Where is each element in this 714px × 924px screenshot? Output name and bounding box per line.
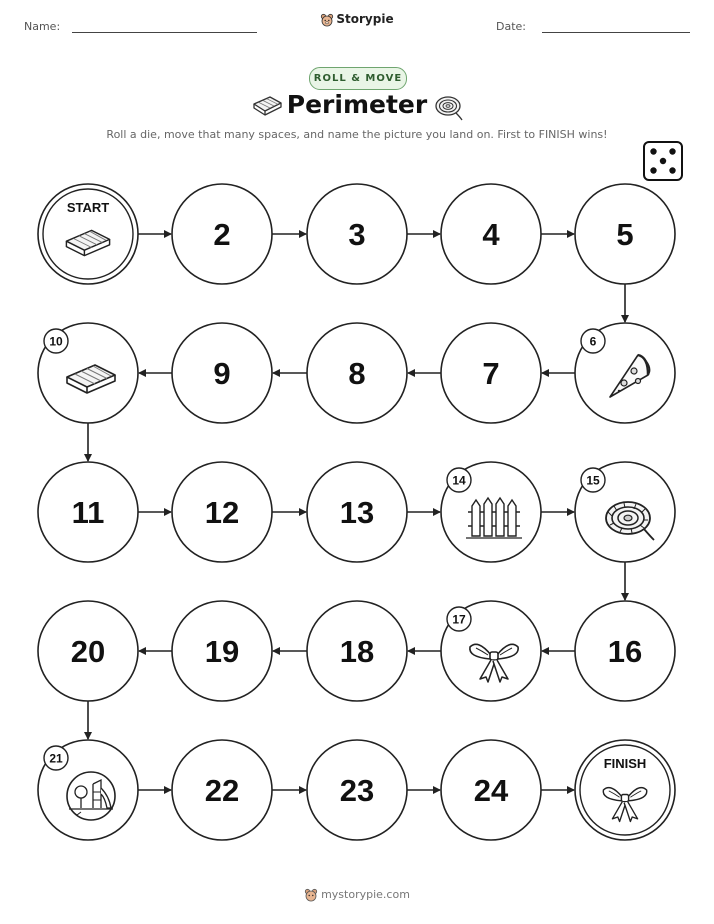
date-label: Date: xyxy=(496,20,526,33)
board-space-11 xyxy=(38,462,138,562)
space-number: 14 xyxy=(452,473,466,488)
board-space-10 xyxy=(38,323,138,423)
board-space-4 xyxy=(441,184,541,284)
space-number: 8 xyxy=(348,356,366,391)
footer xyxy=(0,888,714,902)
board-space-12 xyxy=(172,462,272,562)
instructions: Roll a die, move that many spaces, and name the picture you land on. First to FINISH wins! xyxy=(106,128,608,141)
board-space-2 xyxy=(172,184,272,284)
board-space-16 xyxy=(575,601,675,701)
brand-name: Storypie xyxy=(336,12,394,26)
board-space-6 xyxy=(575,323,675,423)
space-number: 20 xyxy=(70,634,106,669)
board-space-21 xyxy=(38,740,138,840)
space-label: FINISH xyxy=(603,756,647,771)
space-number: 10 xyxy=(49,334,63,349)
board-space-3 xyxy=(307,184,407,284)
space-number: 9 xyxy=(213,356,231,391)
space-number: 16 xyxy=(607,634,643,669)
board-space-24 xyxy=(441,740,541,840)
space-number: 12 xyxy=(204,495,240,530)
space-number: 21 xyxy=(49,751,63,766)
space-number: 2 xyxy=(213,217,231,252)
board-space-20 xyxy=(38,601,138,701)
board-space-14 xyxy=(441,462,541,562)
space-number: 5 xyxy=(616,217,634,252)
board-space-15 xyxy=(575,462,675,562)
board-space-23 xyxy=(307,740,407,840)
space-number: 18 xyxy=(339,634,375,669)
board-space-22 xyxy=(172,740,272,840)
bear-mascot-icon xyxy=(304,888,318,902)
board-space-18 xyxy=(307,601,407,701)
board-space-13 xyxy=(307,462,407,562)
space-number: 24 xyxy=(473,773,509,808)
space-number: 7 xyxy=(482,356,500,391)
board-space-7 xyxy=(441,323,541,423)
board-space-1 xyxy=(38,184,138,284)
activity-badge: ROLL & MOVE xyxy=(309,67,407,90)
space-number: 4 xyxy=(482,217,500,252)
board-space-17 xyxy=(441,601,541,701)
space-number: 22 xyxy=(204,773,240,808)
space-number: 17 xyxy=(452,612,466,627)
board-space-9 xyxy=(172,323,272,423)
board-space-8 xyxy=(307,323,407,423)
space-number: 3 xyxy=(348,217,366,252)
board-space-19 xyxy=(172,601,272,701)
space-label: START xyxy=(66,200,110,215)
footer-url: mystorypie.com xyxy=(321,888,410,901)
board-space-25 xyxy=(575,740,675,840)
page-title: Perimeter xyxy=(286,90,428,119)
space-number: 13 xyxy=(339,495,375,530)
playground-icon xyxy=(67,772,115,820)
name-label: Name: xyxy=(24,20,61,33)
board-space-5 xyxy=(575,184,675,284)
space-number: 23 xyxy=(339,773,375,808)
space-number: 15 xyxy=(586,473,600,488)
space-number: 6 xyxy=(589,334,597,349)
space-number: 11 xyxy=(71,495,105,530)
space-circle xyxy=(575,740,675,840)
space-number: 19 xyxy=(204,634,240,669)
